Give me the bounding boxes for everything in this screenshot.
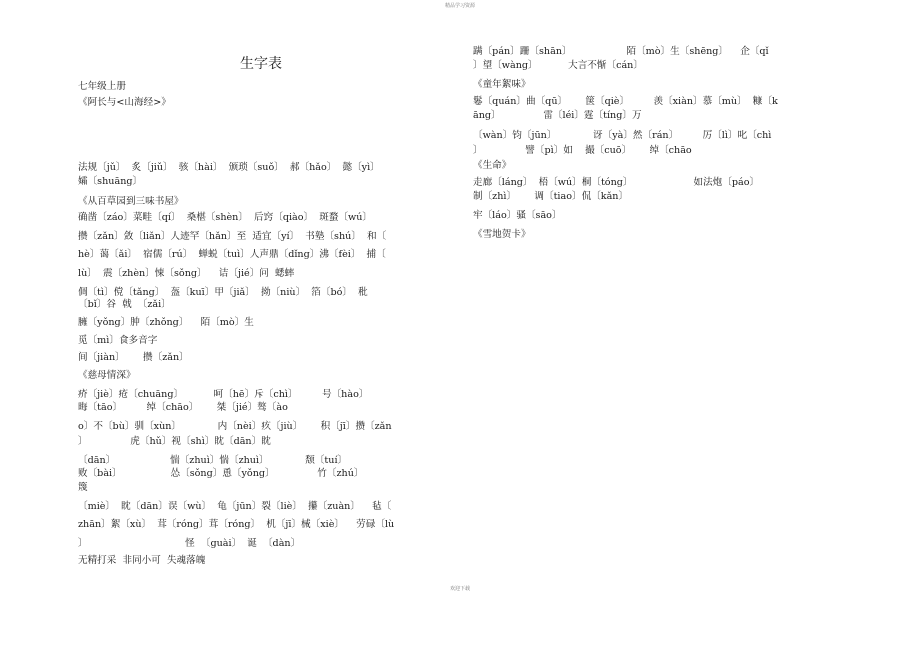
- text-line: 篾: [78, 482, 88, 493]
- text-line: 鬈〔quán〕曲〔qū〕 箧〔qiè〕 羡〔xiàn〕慕〔mù〕 糠〔k: [473, 96, 778, 107]
- text-line: 《从百草园到三味书屋》: [78, 196, 184, 207]
- text-line: 无精打采 非同小可 失魂落魄: [78, 555, 206, 566]
- text-line: 〔dān〕 惴〔zhuì〕惴〔zhuì〕 颓〔tuí〕: [78, 455, 348, 466]
- text-line: 《生命》: [473, 160, 512, 171]
- text-line: 《雪地贺卡》: [473, 229, 531, 240]
- text-line: 〕 虎〔hǔ〕视〔shì〕眈〔dān〕眈: [78, 436, 271, 447]
- text-line: 〔bǐ〕谷 戟 〔zǎi〕: [78, 299, 171, 310]
- text-line: 臃〔yǒng〕肿〔zhǒng〕 陌〔mò〕生: [78, 317, 254, 328]
- text-line: 孀〔shuāng〕: [78, 176, 143, 187]
- text-line: lù〕 震〔zhèn〕悚〔sǒng〕 诘〔jié〕问 蟋蟀: [78, 268, 295, 279]
- text-line: 《童年絮味》: [473, 79, 531, 90]
- text-line: 晦〔tāo〕 绰〔chāo〕 桀〔jié〕骜〔ào: [78, 402, 288, 413]
- page-header: 精品学习资源: [444, 3, 475, 9]
- text-line: 〕 怪 〔guài〕 诞 〔dàn〕: [78, 538, 301, 549]
- text-line: 间〔jiàn〕 攒〔zǎn〕: [78, 352, 189, 363]
- text-line: 《慈母情深》: [78, 370, 136, 381]
- text-line: 败〔bài〕 怂〔sǒng〕恿〔yǒng〕 竹〔zhú〕: [78, 468, 364, 479]
- text-line: 疥〔jiè〕疮〔chuāng〕 呵〔hē〕斥〔chì〕 号〔hào〕: [78, 389, 369, 400]
- text-line: 走廊〔láng〕 梧〔wú〕桐〔tóng〕 如法炮〔páo〕: [473, 177, 760, 188]
- text-line: 牢〔láo〕骚〔sāo〕: [473, 210, 562, 221]
- text-line: zhān〕絮〔xù〕 茸〔róng〕茸〔róng〕 机〔jī〕械〔xiè〕 劳碌〔lù: [78, 519, 395, 530]
- text-line: 〕 譬〔pì〕如 撮〔cuō〕 绰〔chāo: [473, 145, 692, 156]
- text-line: 〔miè〕 眈〔dān〕误〔wù〕 龟〔jūn〕裂〔liè〕 攥〔zuàn〕 毡〔: [78, 501, 392, 512]
- text-line: o〕不〔bù〕驯〔xùn〕 内〔nèi〕疚〔jiù〕 积〔jī〕攒〔zǎn: [78, 421, 392, 432]
- text-line: 《阿长与<山海经>》: [78, 97, 171, 108]
- text-line: 七年级上册: [78, 81, 126, 92]
- text-line: 制〔zhì〕 调〔tiao〕侃〔kǎn〕: [473, 191, 629, 202]
- text-line: hè〕蔼〔ǎi〕 宿儒〔rú〕 蝉蜕〔tuì〕人声鼎〔dǐng〕沸〔fèi〕 捕〔: [78, 249, 386, 260]
- text-line: 〕望〔wàng〕 大言不惭〔cán〕: [473, 60, 643, 71]
- text-line: 法规〔jǔ〕 炙〔jiǔ〕 骇〔hài〕 颁琐〔suǒ〕 郝〔hǎo〕 懿〔yì〕: [78, 162, 380, 173]
- text-line: 〔wàn〕钧〔jūn〕 讶〔yà〕然〔rán〕 厉〔lì〕叱〔chì: [473, 130, 772, 141]
- text-line: 攒〔zǎn〕敛〔liǎn〕人迹罕〔hǎn〕至 适宜〔yí〕 书塾〔shú〕 和〔: [78, 231, 387, 242]
- page-title: 生字表: [240, 56, 282, 72]
- text-line: 确凿〔záo〕菜畦〔qí〕 桑椹〔shèn〕 后窍〔qiào〕 斑蝥〔wú〕: [78, 212, 372, 223]
- page-footer: 欢迎下载: [449, 586, 470, 592]
- text-line: 倜〔tì〕傥〔tǎng〕 盔〔kuī〕甲〔jiǎ〕 拗〔niù〕 箔〔bó〕 秕: [78, 287, 368, 298]
- text-line: āng〕 雷〔léi〕霆〔tíng〕万: [473, 110, 642, 121]
- text-line: 蹒〔pán〕跚〔shān〕 陌〔mò〕生〔shēng〕 企〔qǐ: [473, 46, 769, 57]
- text-line: 觅〔mì〕食多音字: [78, 335, 158, 346]
